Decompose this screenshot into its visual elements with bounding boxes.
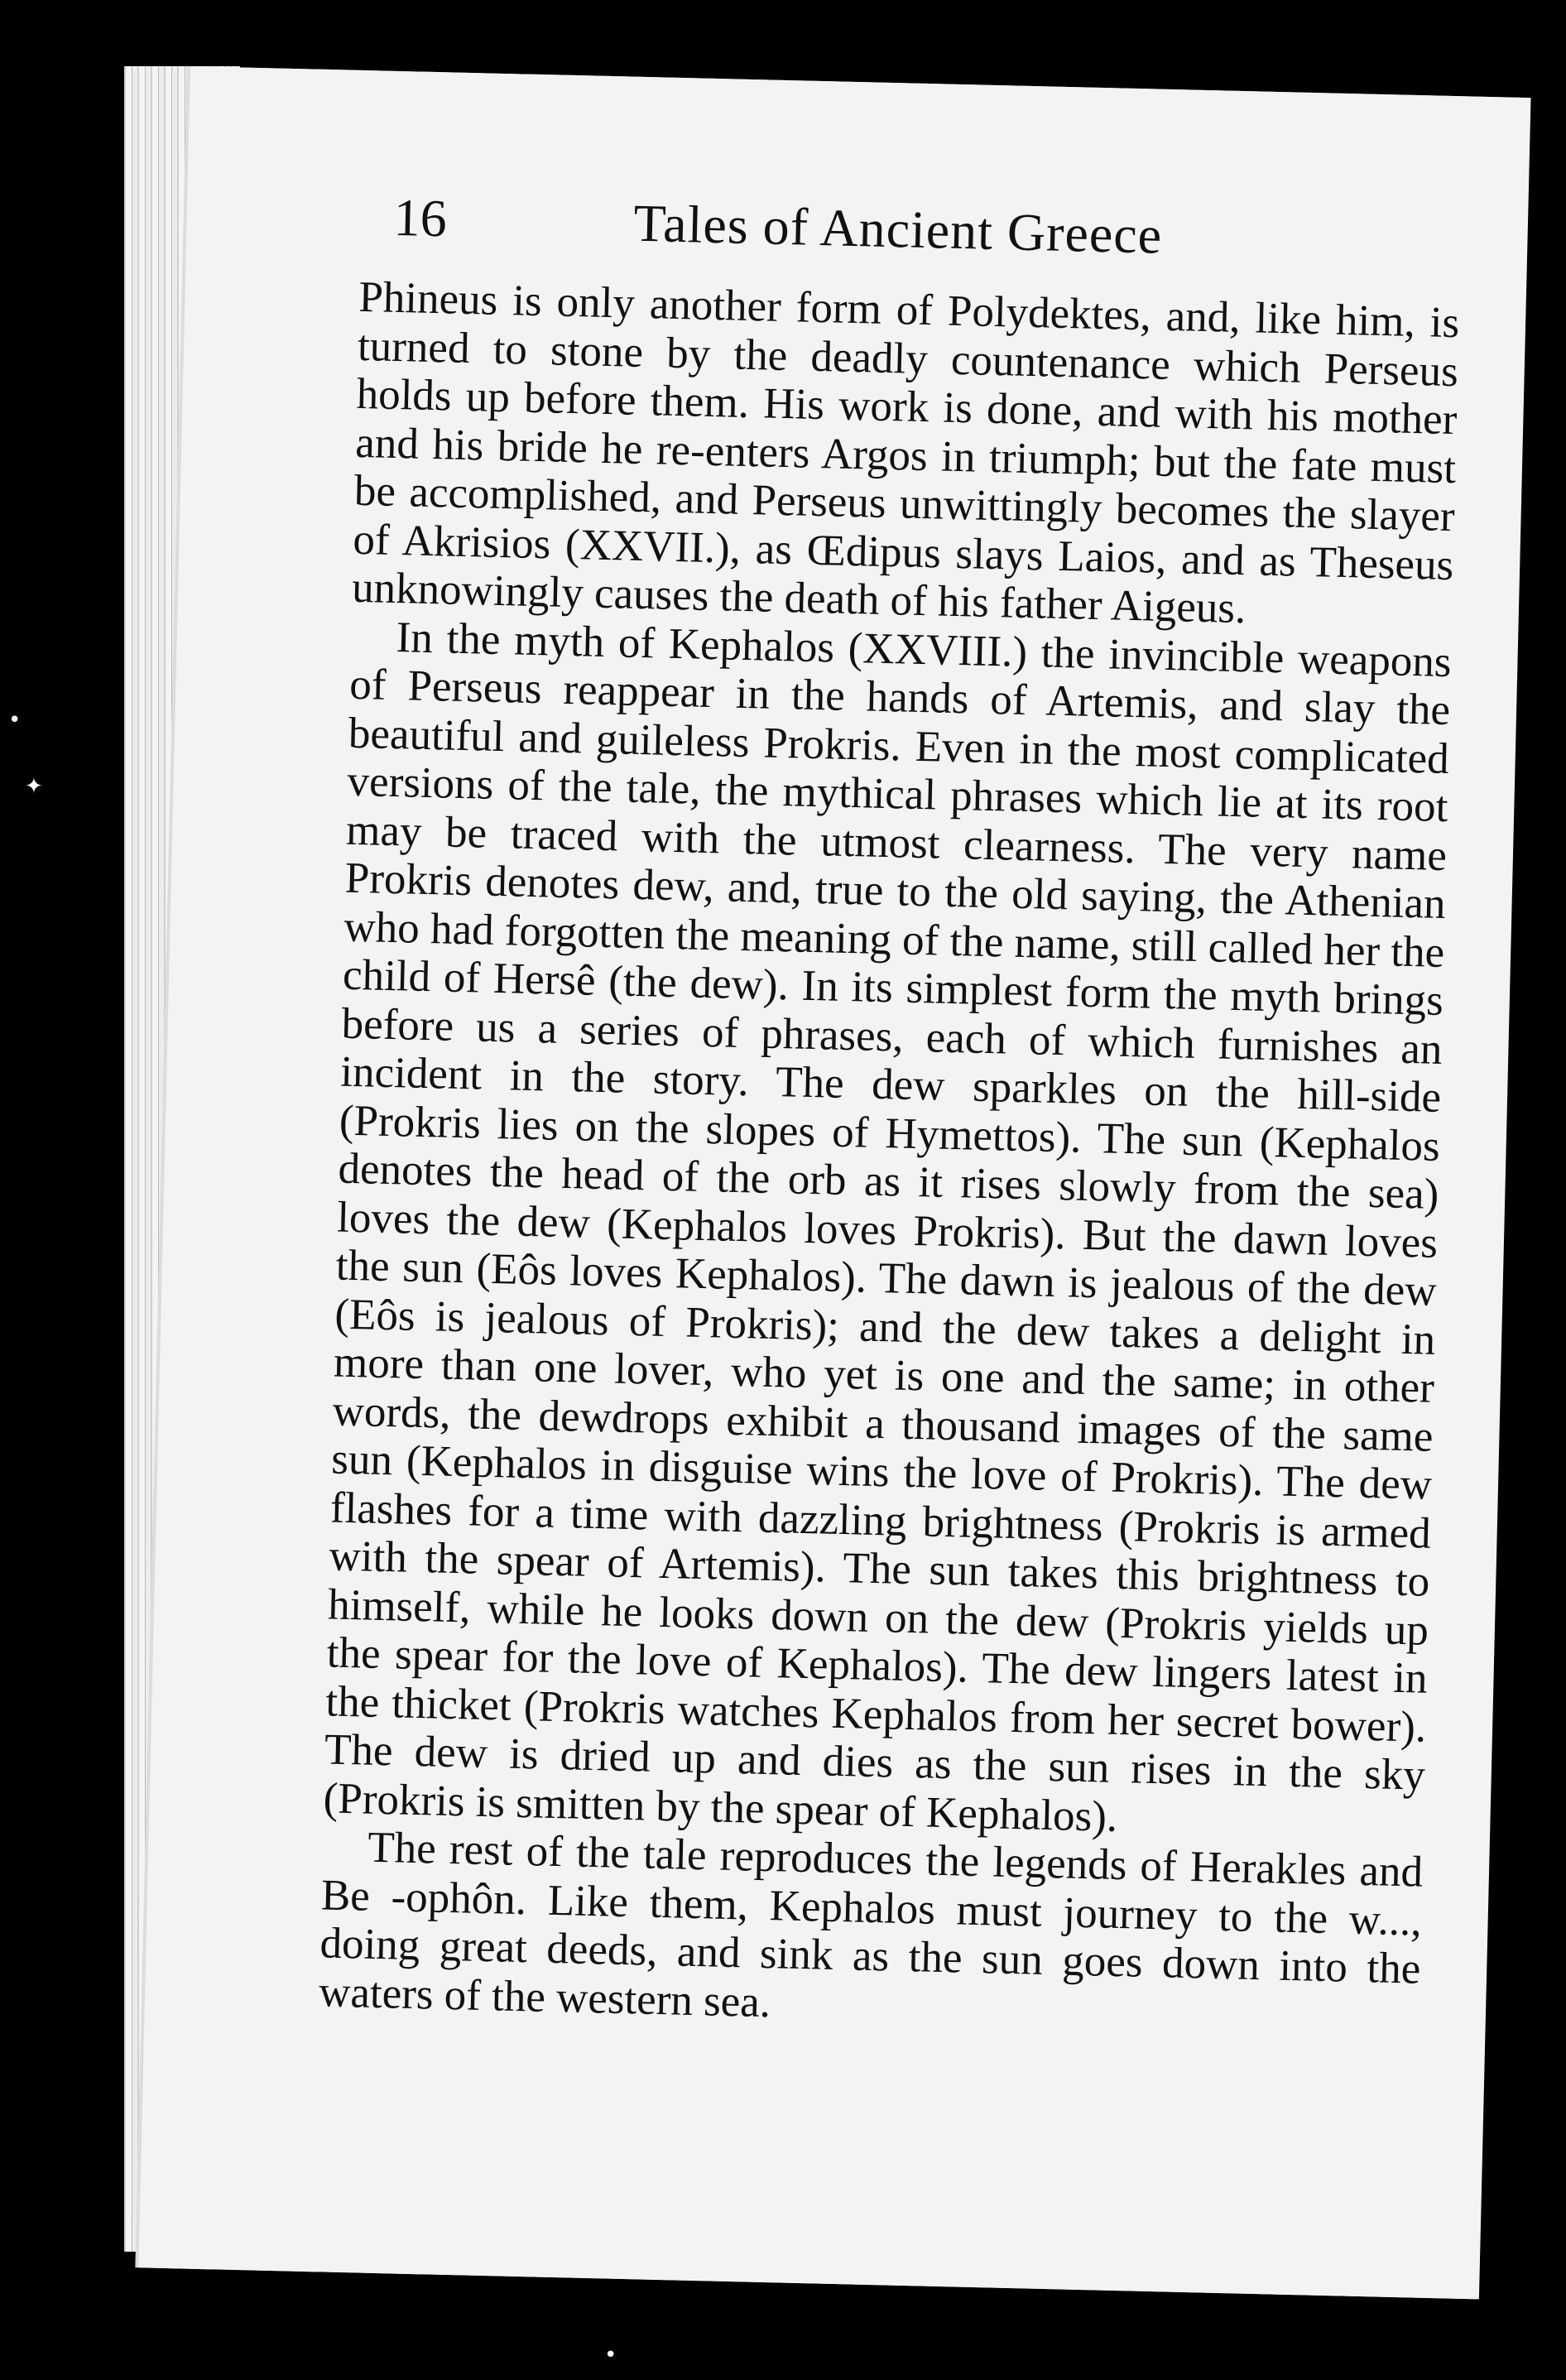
running-head: [392, 187, 1371, 265]
book-page: [138, 66, 1530, 2299]
page-number: 16: [392, 187, 448, 248]
paragraph-continued: Phineus is only another form of Polydektes, and, like him, is turned to stone by the deadly countenance which Perseus holds up before them. His work is done, and with his mother and his bride he re-enters Argos in triumph; but the fate must be accomplished, and Perseus unwittingly becomes the slayer of Akrisios (XXVII.), as Œdipus slays Laios, and as Theseus unknowingly causes the death of his father Aigeus.: [351, 272, 1460, 633]
paragraph-conclusion: The rest of the tale reproduces the legends of Herakles and Be -ophôn. Like them, Kephalos must journey to the w..., doing great deeds, and sink as the sun goes down into the waters of the western sea.: [318, 1823, 1424, 2027]
scan-speck-icon: •: [604, 2343, 617, 2368]
running-title: Tales of Ancient Greece: [632, 193, 1164, 265]
scan-speck-icon: ✦: [25, 774, 43, 799]
paragraph-kephalos-myth: In the myth of Kephalos (XXVIII.) the invincible weapons of Perseus reappear in the hands of Artemis, and slay the beautiful and guileless Prokris. Even in the most complicated versions of the tale, the mythical phrases which lie at its root may be traced with the utmost clearness. The very name Prokris denotes dew, and, true to the old saying, the Athenian who had forgotten the meaning of the name, still called her the child of Hersê (the dew). In its simplest form the myth brings before us a series of phrases, each of which furnishes an incident in the story. The dew sparkles on the hill-side (Prokris lies on the slopes of Hymettos). The sun (Kephalos denotes the head of the orb as it rises slowly from the sea) loves the dew (Kephalos loves Prokris). But the dawn loves the sun (Eôs loves Kephalos). The dawn is jealous of the dew (Eôs is jealous of Prokris); and the dew takes a delight in more than one lover, who yet is one and the same; in other words, the dewdrops exhibit a thousand images of the same sun (Kephalos in disguise wins the love of Prokris). The dew flashes for a time with dazzling brightness (Prokris is armed with the spear of Artemis). The sun takes this brightness to himself, while he looks down on the dew (Prokris yields up the spear for the love of Kephalos). The dew lingers latest in the thicket (Prokris watches Kephalos from her secret bower). The dew is dried up and dies as the sun rises in the sky (Prokris is smitten by the spear of Kephalos).: [323, 613, 1453, 1841]
body-text: [319, 273, 1460, 2042]
scan-speck-icon: •: [8, 708, 22, 733]
